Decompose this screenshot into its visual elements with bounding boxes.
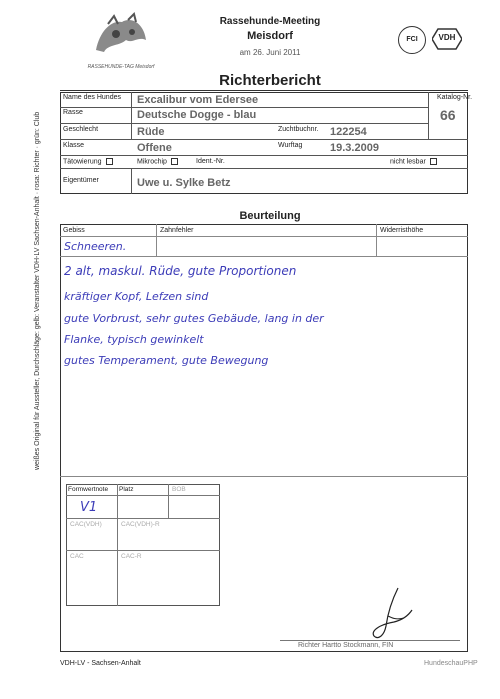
place-label: Platz [119,486,134,493]
fci-logo: FCI [398,26,426,54]
footer-right: HundeschauPHP [424,660,478,667]
report-line-3: gute Vorbrust, sehr gutes Gebäude, lang in der [64,312,324,325]
breed-value: Deutsche Dogge - blau [137,109,257,121]
dog-name: Excalibur vom Edersee [137,94,259,106]
signature-line [280,640,460,641]
sex-label: Geschlecht [63,126,99,133]
title-underline [60,90,468,91]
studbook-label: Zuchtbuchnr. [278,126,319,133]
logo-caption: RASSEHUNDE-TAG Meisdorf [87,64,155,70]
owner-label: Eigentümer [63,177,99,184]
judge-label: Richter Hartto Stockmann, FIN [298,642,394,649]
tattoo-label: Tätowierung [63,158,113,165]
form-label: Formwertnote [68,486,109,493]
report-line-1: 2 alt, maskul. Rüde, gute Proportionen [64,264,297,278]
class-value: Offene [137,142,172,154]
report-line-5: gutes Temperament, gute Bewegung [64,354,269,367]
cac-r-label: CAC-R [121,553,142,560]
catalog-label: Katalog-Nr. [437,94,473,101]
report-line-4: Flanke, typisch gewinkelt [64,333,204,346]
teeth-value: Schneeren. [64,240,127,253]
event-date: am 26. Juni 2011 [239,48,301,57]
cac-vdh-label: CAC(VDH) [70,521,102,528]
catalog-number: 66 [440,107,456,123]
unreadable-label: nicht lesbar [390,158,437,165]
height-label: Widerristhöhe [380,227,424,234]
ident-label: Ident.-Nr. [196,158,225,165]
birth-value: 19.3.2009 [330,142,379,154]
event-location: Meisdorf [247,30,293,42]
copy-distribution-note: weißes Original für Aussteller, Durchschläge: gelb: Veranstalter VDH-LV Sachsen-Anhalt · rosa: Richter · grün: Club [34,111,41,470]
unreadable-checkbox[interactable] [430,158,437,165]
report-line-2: kräftiger Kopf, Lefzen sind [64,290,209,303]
event-name: Rassehunde-Meeting [219,16,321,27]
teeth-label: Gebiss [63,227,85,234]
assessment-title: Beurteilung [239,210,301,222]
tattoo-checkbox[interactable] [106,158,113,165]
name-label: Name des Hundes [63,94,121,101]
class-label: Klasse [63,142,85,149]
breed-label: Rasse [63,109,83,116]
missing-teeth-label: Zahnfehler [160,227,194,234]
vdh-logo: VDH [432,28,462,50]
cac-label: CAC [70,553,84,560]
report-title: Richterbericht [219,72,321,89]
chip-label: Mikrochip [137,158,178,165]
studbook-value: 122254 [330,126,367,138]
cac-vdh-r-label: CAC(VDH)-R [121,521,160,528]
bob-label: BOB [172,486,186,493]
birth-label: Wurftag [278,142,303,149]
sex-value: Rüde [137,126,165,138]
owner-value: Uwe u. Sylke Betz [137,177,231,189]
footer-left: VDH-LV - Sachsen-Anhalt [60,660,141,667]
form-value: V1 [80,500,98,515]
chip-checkbox[interactable] [171,158,178,165]
event-logo [86,10,156,68]
judge-signature [368,586,418,642]
